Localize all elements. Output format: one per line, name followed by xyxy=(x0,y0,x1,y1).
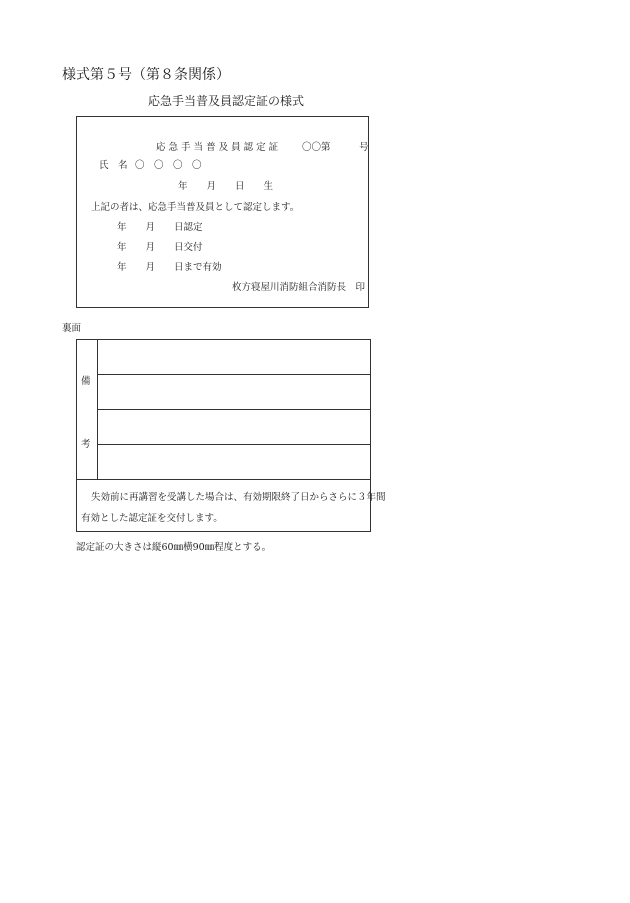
date-certified: 年 月 日認定 xyxy=(117,222,203,233)
back-side-label: 裏面 xyxy=(62,323,82,334)
remarks-label-bottom: 考 xyxy=(81,439,91,450)
name-value: 〇 〇 〇 〇 xyxy=(135,160,202,171)
size-footnote: 認定証の大きさは縦60㎜横90㎜程度とする。 xyxy=(76,542,272,553)
name-label: 氏 名 xyxy=(99,160,128,171)
certificate-title: 応 急 手 当 普 及 員 認 定 証 xyxy=(156,142,279,153)
birth-date: 年 月 日 生 xyxy=(178,181,274,192)
remarks-row-divider xyxy=(97,374,370,375)
remarks-note-line2: 有効とした認定証を交付します。 xyxy=(81,513,223,524)
remarks-label-column xyxy=(77,340,98,479)
remarks-row-divider xyxy=(97,409,370,410)
issuer: 枚方寝屋川消防組合消防長 印 xyxy=(232,282,366,293)
remarks-label-top: 備 xyxy=(81,376,91,387)
form-title: 様式第５号（第８条関係） xyxy=(62,67,230,83)
certificate-number: 〇〇第 号 xyxy=(302,142,369,153)
certification-statement: 上記の者は、応急手当普及員として認定します。 xyxy=(91,202,300,213)
remarks-note-line1: 失効前に再講習を受講した場合は、有効期限終了日からさらに３年間 xyxy=(91,492,386,503)
valid-until: 年 月 日まで有効 xyxy=(117,262,222,273)
remarks-table xyxy=(76,339,386,532)
remarks-row-divider xyxy=(97,444,370,445)
remarks-section-divider xyxy=(77,479,370,480)
date-issued: 年 月 日交付 xyxy=(117,242,203,253)
certificate-front xyxy=(76,116,369,308)
document-heading: 応急手当普及員認定証の様式 xyxy=(148,94,305,108)
